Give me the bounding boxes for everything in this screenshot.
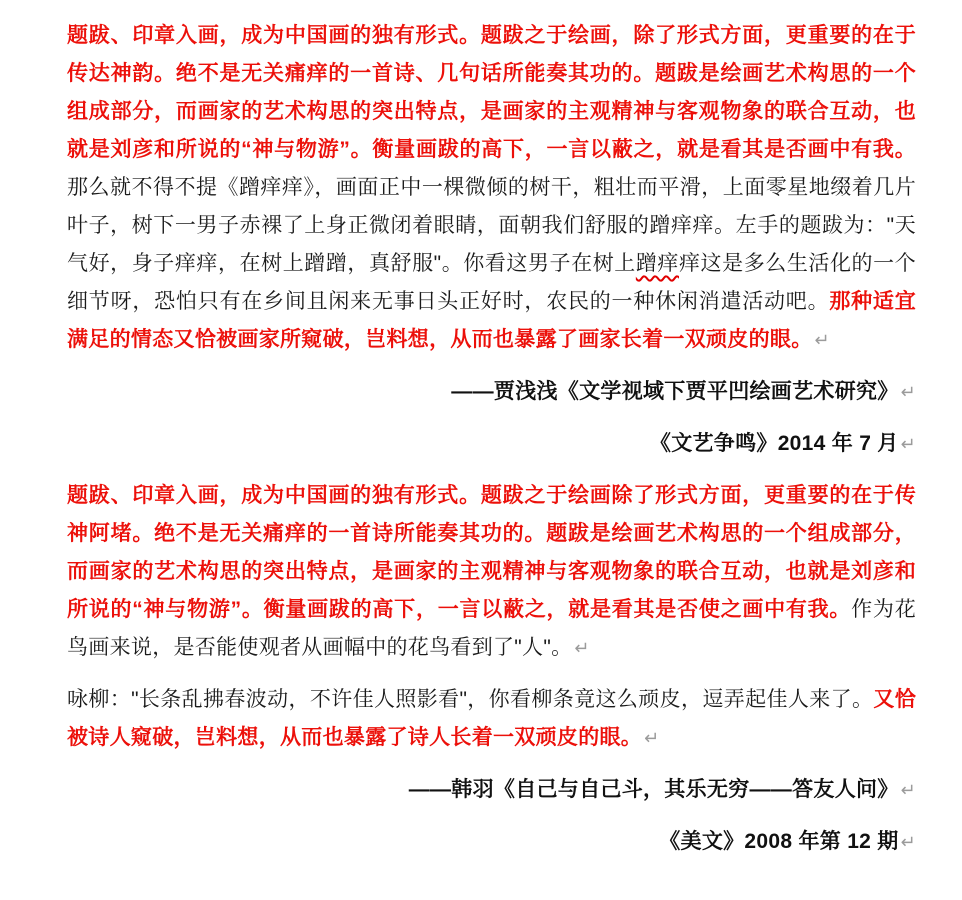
paragraph-mark-icon: ↵ — [814, 330, 830, 350]
attribution-han-source — [67, 823, 916, 861]
text-run: 《美文》2008 年第 12 期 — [659, 830, 899, 853]
text-run: ——韩羽《自己与自己斗，其乐无穷——答友人问》 — [408, 778, 899, 801]
paragraph-mark-icon: ↵ — [574, 638, 590, 658]
text-run: ——贾浅浅《文学视域下贾平凹绘画艺术研究》 — [451, 380, 899, 403]
text-run: 题跋、印章入画，成为中国画的独有形式。题跋之于绘画，除了形式方面，更重要的在于传达神韵。绝不是无关痛痒的一首诗、几句话所能奏其功的。题跋是绘画艺术构思的一个组成部分，而画家的艺术构思的突出特点，是画家的主观精神与客观物象的联合互动，也就是刘彦和所说的“神与物游”。衡量画跋的高下，一言以蔽之，就是看其是否画中有我。 — [67, 24, 916, 161]
paragraph-mark-icon: ↵ — [900, 780, 916, 800]
paragraph-yongliu — [67, 681, 916, 757]
text-run: 又恰被诗人窥破，岂料想，从而也暴露了诗人长着一双顽皮的眼。 — [67, 688, 916, 749]
paragraph-mark-icon: ↵ — [644, 728, 660, 748]
paragraph-mark-icon: ↵ — [900, 382, 916, 402]
attribution-jia-source — [67, 425, 916, 463]
text-run: 作为花鸟画来说，是否能使观者从画幅中的花鸟看到了"人"。 — [67, 598, 916, 659]
text-run: 题跋、印章入画，成为中国画的独有形式。题跋之于绘画除了形式方面，更重要的在于传神阿堵。绝不是无关痛痒的一首诗所能奏其功的。题跋是绘画艺术构思的一个组成部分，而画家的艺术构思的突出特点，是画家的主观精神与客观物象的联合互动，也就是刘彦和所说的“神与物游”。衡量画跋的高下，一言以蔽之，就是看其是否使之画中有我。 — [67, 484, 916, 621]
paragraph-mark-icon: ↵ — [900, 832, 916, 852]
paragraph-jia-excerpt — [67, 17, 916, 359]
text-run: 蹭痒 — [635, 252, 679, 275]
paragraph-han-excerpt — [67, 477, 916, 667]
text-run: 痒这是多么生活化的一个细节呀，恐怕只有在乡间且闲来无事日头正好时，农民的一种休闲消遣活动吧。 — [67, 252, 916, 313]
text-run: 那种适宜满足的情态又恰被画家所窥破，岂料想，从而也暴露了画家长着一双顽皮的眼。 — [67, 290, 917, 351]
paragraph-mark-icon: ↵ — [900, 434, 916, 454]
attribution-jia-author — [67, 373, 916, 411]
attribution-han-author — [67, 771, 916, 809]
text-run: 《文艺争鸣》2014 年 7 月 — [649, 432, 899, 455]
text-run: 咏柳："长条乱拂春波动，不许佳人照影看"，你看柳条竟这么顽皮，逗弄起佳人来了。 — [67, 688, 874, 711]
text-run: 那么就不得不提《蹭痒痒》，画面正中一棵微倾的树干，粗壮而平滑，上面零星地缀着几片叶子，树下一男子赤裸了上身正微闭着眼睛，面朝我们舒服的蹭痒痒。左手的题跋为："天气好，身子痒痒，在树上蹭蹭，真舒服"。你看这男子在树上 — [67, 176, 916, 275]
